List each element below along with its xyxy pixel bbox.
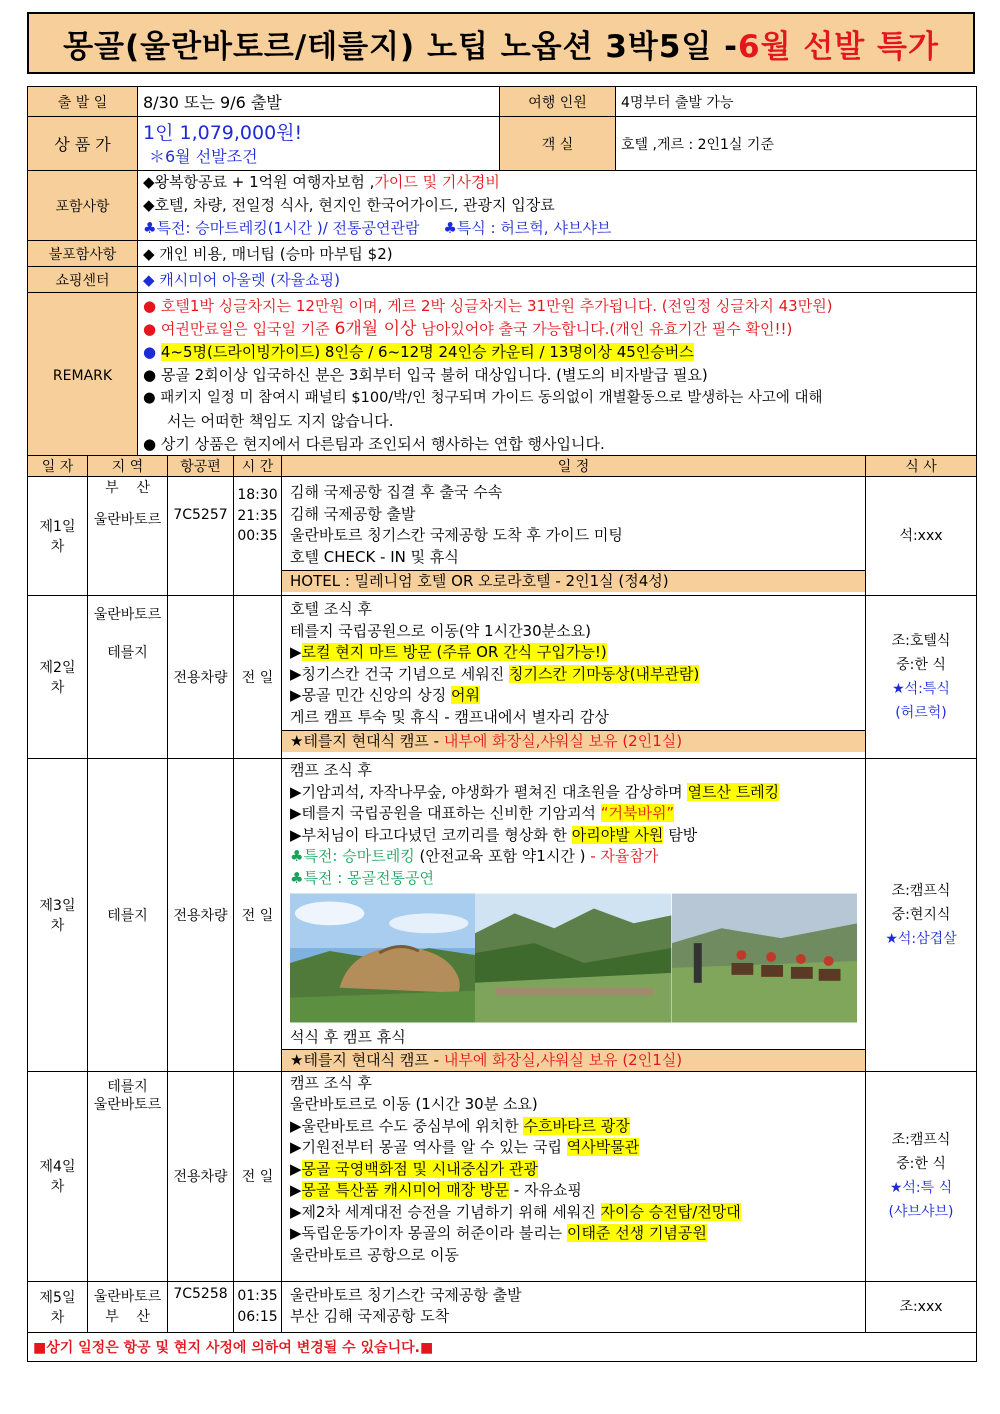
shopping-row bbox=[28, 267, 977, 293]
title-main: 몽골(울란바토르/테를지) 노팁 노옵션 3박5일 - bbox=[63, 28, 739, 65]
day4-row bbox=[28, 1071, 977, 1281]
day2-flight: 전용차량 bbox=[168, 596, 234, 759]
header-region: 지 역 bbox=[88, 456, 168, 477]
day3-line-4-end: 탐방 bbox=[663, 825, 698, 844]
day3-line-5-detail: (안전교육 포함 약1시간 ) bbox=[414, 847, 591, 865]
included-cell bbox=[138, 171, 977, 241]
remark-cell bbox=[138, 293, 977, 459]
day5-line-2: 부산 김해 국제공항 도착 bbox=[290, 1307, 450, 1325]
day2-line-3-arrow: ▶ bbox=[290, 643, 302, 661]
day4-label: 제4일차 bbox=[28, 1071, 88, 1281]
day1-hotel: HOTEL : 밀레니엄 호텔 OR 오로라호텔 - 2인1실 (정4성) bbox=[282, 570, 865, 592]
day1-line-2: 김해 국제공항 출발 bbox=[290, 504, 416, 523]
day4-region bbox=[88, 1071, 168, 1281]
day3-line-4: ▶부처님이 타고다녔던 코끼리를 형상화 한 bbox=[290, 825, 572, 844]
day3-meal-2: 중:현지식 bbox=[891, 906, 951, 923]
day3-line-5: ♣특전: 승마트레킹 bbox=[290, 847, 415, 865]
day1-flight: 7C5257 bbox=[168, 477, 234, 596]
included-special-meal: ♣특식 : 허르헉, 샤브샤브 bbox=[443, 219, 612, 237]
day5-meal: 조:xxx bbox=[866, 1281, 977, 1332]
price-value: 1인 1,079,000원! bbox=[143, 121, 303, 144]
day5-time-2: 06:15 bbox=[237, 1308, 278, 1325]
day4-line-8: ▶독립운동가이자 몽골의 허준이라 불리는 bbox=[290, 1224, 567, 1242]
day4-line-4: ▶기원전부터 몽골 역사를 알 수 있는 국립 bbox=[290, 1138, 567, 1156]
day4-line-4-highlight: 역사박물관 bbox=[566, 1138, 640, 1156]
info-table bbox=[27, 86, 977, 459]
day2-meal bbox=[866, 596, 977, 759]
day2-camp-detail: 내부에 화장실,샤워실 보유 (2인1실) bbox=[443, 732, 683, 750]
day3-line-7: 석식 후 캠프 휴식 bbox=[290, 1028, 406, 1046]
shopping-value: ◆ 캐시미어 아울렛 (자율쇼핑) bbox=[138, 267, 977, 293]
day2-line-2: 테를지 국립공원으로 이동(약 1시간30분소요) bbox=[290, 621, 591, 640]
day4-meal-2: 중:한 식 bbox=[896, 1156, 946, 1172]
day3-line-4-highlight: 아리야발 사원 bbox=[571, 825, 664, 844]
day2-line-1: 호텔 조식 후 bbox=[290, 600, 372, 618]
day4-line-8-highlight: 이태준 선생 기념공원 bbox=[566, 1224, 707, 1242]
day2-row bbox=[28, 596, 977, 759]
day3-region: 테를지 bbox=[88, 759, 168, 1072]
day2-meal-3: ★석:특식 bbox=[892, 681, 950, 697]
header-plan: 일 정 bbox=[282, 456, 866, 477]
remark-3-bullet: ● bbox=[143, 343, 161, 361]
day4-line-3: ▶울란바토르 수도 중심부에 위치한 bbox=[290, 1116, 524, 1135]
day3-line-5-optional: - 자율참가 bbox=[590, 847, 659, 865]
remark-5a: ● 패키지 일정 미 참여시 패널티 $100/박/인 청구되며 가이드 동의없이 개별활동으로 발생하는 사고에 대해 bbox=[143, 390, 823, 406]
day2-meal-1: 조:호텔식 bbox=[891, 633, 951, 649]
day4-line-1: 캠프 조식 후 bbox=[290, 1073, 372, 1092]
day3-row bbox=[28, 759, 977, 1072]
price-row bbox=[28, 117, 977, 171]
day4-line-6-arrow: ▶ bbox=[290, 1181, 302, 1199]
day1-time-2: 21:35 bbox=[237, 507, 278, 524]
day1-region-2: 울란바토르 bbox=[93, 512, 162, 528]
included-line1-highlight: 가이드 및 기사경비 bbox=[374, 173, 500, 191]
excluded-value: ◆ 개인 비용, 매너팁 (승마 마부팁 $2) bbox=[138, 241, 977, 267]
included-label: 포함사항 bbox=[28, 171, 138, 241]
room-value: 호텔 ,게르 : 2인1실 기준 bbox=[616, 117, 977, 171]
day4-line-7: ▶제2차 세계대전 승전을 기념하기 위해 세워진 bbox=[290, 1202, 601, 1221]
day3-meal bbox=[866, 759, 977, 1072]
day4-region-2: 울란바토르 bbox=[93, 1096, 162, 1113]
day1-region bbox=[88, 477, 168, 596]
day2-time: 전 일 bbox=[234, 596, 282, 759]
day3-camp: ★테를지 현대식 캠프 - bbox=[290, 1050, 444, 1069]
excluded-label: 불포함사항 bbox=[28, 241, 138, 267]
footer-note-row bbox=[28, 1332, 977, 1361]
day3-line-3: ▶테를지 국립공원을 대표하는 신비한 기암괴석 bbox=[290, 804, 601, 822]
remark-2a: ● 여권만료일은 입국일 기준 bbox=[143, 320, 335, 338]
day2-line-5: ▶몽골 민간 신앙의 상징 bbox=[290, 686, 452, 704]
travelers-label: 여행 인원 bbox=[500, 87, 616, 117]
day4-time: 전 일 bbox=[234, 1071, 282, 1281]
day3-line-2: ▶기암괴석, 자작나무숲, 야생화가 펼쳐진 대초원을 감상하며 bbox=[290, 782, 688, 801]
day3-meal-1: 조:캠프식 bbox=[891, 882, 951, 899]
day5-flight: 7C5258 bbox=[168, 1281, 234, 1332]
day2-line-3: 로컬 현지 마트 방문 (주류 OR 간식 구입가능!) bbox=[301, 643, 607, 661]
turtle-rock-photo bbox=[290, 893, 475, 1023]
day1-meal: 석:xxx bbox=[866, 477, 977, 596]
footer-note: ■상기 일정은 항공 및 현지 사정에 의하여 변경될 수 있습니다.■ bbox=[28, 1332, 977, 1361]
day2-line-5-highlight: 어워 bbox=[451, 686, 481, 704]
day2-line-6: 게르 캠프 투숙 및 휴식 - 캠프내에서 별자리 감상 bbox=[290, 707, 609, 726]
day1-plan bbox=[282, 477, 866, 596]
header-meal: 식 사 bbox=[866, 456, 977, 477]
room-label: 객 실 bbox=[500, 117, 616, 171]
day3-line-3-highlight: “거북바위” bbox=[600, 804, 675, 822]
departure-value: 8/30 또는 9/6 출발 bbox=[138, 87, 500, 117]
included-line2: ◆호텔, 차량, 전일정 식사, 현지인 한국어가이드, 관광지 입장료 bbox=[143, 196, 555, 214]
day5-times bbox=[234, 1281, 282, 1332]
day3-time: 전 일 bbox=[234, 759, 282, 1072]
included-line1: ◆왕복항공료 + 1억원 여행자보험 , bbox=[143, 173, 375, 191]
price-note: ＊6월 선발조건 bbox=[149, 146, 258, 166]
day4-plan bbox=[282, 1071, 866, 1281]
day4-line-2: 울란바토르로 이동 (1시간 30분 소요) bbox=[290, 1095, 538, 1113]
schedule-table bbox=[27, 455, 977, 1362]
title-highlight: 6월 선발 특가 bbox=[738, 28, 939, 65]
excluded-row bbox=[28, 241, 977, 267]
day1-time-1: 18:30 bbox=[237, 487, 278, 503]
day3-camp-detail: 내부에 화장실,샤워실 보유 (2인1실) bbox=[443, 1050, 683, 1069]
price-cell bbox=[138, 117, 500, 171]
day2-meal-2: 중:한 식 bbox=[896, 657, 946, 673]
day4-line-6: 몽골 특산품 캐시미어 매장 방문 bbox=[301, 1181, 509, 1199]
remark-2c: 남아있어야 출국 가능합니다.(개인 유효기간 필수 확인!!) bbox=[416, 320, 793, 338]
remark-label: REMARK bbox=[28, 293, 138, 459]
valley-photo bbox=[475, 893, 671, 1023]
included-benefit: ♣특전: 승마트레킹(1시간 )/ 전통공연관람 bbox=[143, 219, 420, 237]
day2-line-4-highlight: 칭기스칸 기마동상(내부관람) bbox=[508, 664, 700, 683]
day4-line-5: 몽골 국영백화점 및 시내중심가 관광 bbox=[301, 1159, 538, 1178]
departure-row bbox=[28, 87, 977, 117]
day2-region-2: 테를지 bbox=[107, 645, 148, 661]
day4-meal-1: 조:캠프식 bbox=[891, 1132, 951, 1148]
day4-flight: 전용차량 bbox=[168, 1071, 234, 1281]
remark-4: ● 몽골 2회이상 입국하신 분은 3회부터 입국 불허 대상입니다. (별도의 비자발급 필요) bbox=[143, 366, 708, 384]
day4-region-1: 테를지 bbox=[107, 1078, 148, 1095]
day1-line-3: 울란바토르 칭기스칸 국제공항 도착 후 가이드 미팅 bbox=[290, 526, 623, 544]
day4-line-9: 울란바토르 공항으로 이동 bbox=[290, 1245, 459, 1264]
day4-line-6-end: - 자유쇼핑 bbox=[509, 1181, 582, 1199]
included-row bbox=[28, 171, 977, 241]
day4-meal bbox=[866, 1071, 977, 1281]
header-flight: 항공편 bbox=[168, 456, 234, 477]
remark-2b: 6개월 이상 bbox=[334, 319, 417, 339]
remark-row bbox=[28, 293, 977, 459]
day1-region-1: 부 산 bbox=[105, 480, 150, 496]
day3-meal-3: ★석:삼겹살 bbox=[885, 930, 957, 947]
day1-time-3: 00:35 bbox=[237, 528, 278, 544]
day2-meal-4: (허르헉) bbox=[895, 705, 947, 721]
header-day: 일 자 bbox=[28, 456, 88, 477]
day3-photos bbox=[290, 893, 857, 1023]
shopping-label: 쇼핑센터 bbox=[28, 267, 138, 293]
day3-flight: 전용차량 bbox=[168, 759, 234, 1072]
day1-times bbox=[234, 477, 282, 596]
day5-row bbox=[28, 1281, 977, 1332]
price-label: 상 품 가 bbox=[28, 117, 138, 171]
day1-line-1: 김해 국제공항 집결 후 출국 수속 bbox=[290, 483, 503, 501]
day5-region-1: 울란바토르 bbox=[93, 1288, 162, 1305]
remark-1: ● 호텔1박 싱글차지는 12만원 이며, 게르 2박 싱글차지는 31만원 추가됩니다. (전일정 싱글차지 43만원) bbox=[143, 297, 833, 315]
day3-line-1: 캠프 조식 후 bbox=[290, 761, 372, 779]
day1-line-4: 호텔 CHECK - IN 및 휴식 bbox=[290, 547, 459, 566]
day4-meal-3: ★석:특 식 bbox=[889, 1180, 953, 1196]
day5-plan bbox=[282, 1281, 866, 1332]
horse-riding-photo bbox=[672, 893, 857, 1023]
day2-plan bbox=[282, 596, 866, 759]
header-time: 시 간 bbox=[234, 456, 282, 477]
remark-3: 4~5명(드라이빙가이드) 8인승 / 6~12명 24인승 카운티 / 13명이상 45인승버스 bbox=[160, 343, 694, 361]
day2-camp: ★테를지 현대식 캠프 - bbox=[290, 732, 444, 750]
day2-region-1: 울란바토르 bbox=[93, 607, 162, 623]
day3-line-6: ♣특전 : 몽골전통공연 bbox=[290, 868, 434, 887]
day2-line-4: ▶칭기스칸 건국 기념으로 세워진 bbox=[290, 664, 509, 683]
day3-label: 제3일차 bbox=[28, 759, 88, 1072]
day1-label: 제1일차 bbox=[28, 477, 88, 596]
travelers-value: 4명부터 출발 가능 bbox=[616, 87, 977, 117]
day1-row bbox=[28, 477, 977, 596]
remark-5b: 서는 어떠한 책임도 지지 않습니다. bbox=[143, 412, 394, 430]
day2-region bbox=[88, 596, 168, 759]
day3-plan bbox=[282, 759, 866, 1072]
day4-line-5-arrow: ▶ bbox=[290, 1159, 302, 1178]
day2-label: 제2일차 bbox=[28, 596, 88, 759]
day3-line-2-highlight: 열트산 트레킹 bbox=[687, 782, 780, 801]
schedule-header bbox=[28, 456, 977, 477]
day4-line-7-highlight: 자이승 승전탑/전망대 bbox=[600, 1202, 741, 1221]
day4-line-3-highlight: 수흐바타르 광장 bbox=[523, 1116, 630, 1135]
day5-region-2: 부 산 bbox=[105, 1308, 150, 1325]
remark-6: ● 상기 상품은 현지에서 다른팀과 조인되서 행사하는 연합 행사입니다. bbox=[143, 435, 605, 453]
day4-meal-4: (샤브샤브) bbox=[888, 1204, 954, 1220]
day5-label: 제5일차 bbox=[28, 1281, 88, 1332]
page-title bbox=[27, 12, 975, 74]
day5-time-1: 01:35 bbox=[237, 1288, 278, 1304]
day5-region bbox=[88, 1281, 168, 1332]
day5-line-1: 울란바토르 칭기스칸 국제공항 출발 bbox=[290, 1285, 522, 1304]
departure-label: 출 발 일 bbox=[28, 87, 138, 117]
